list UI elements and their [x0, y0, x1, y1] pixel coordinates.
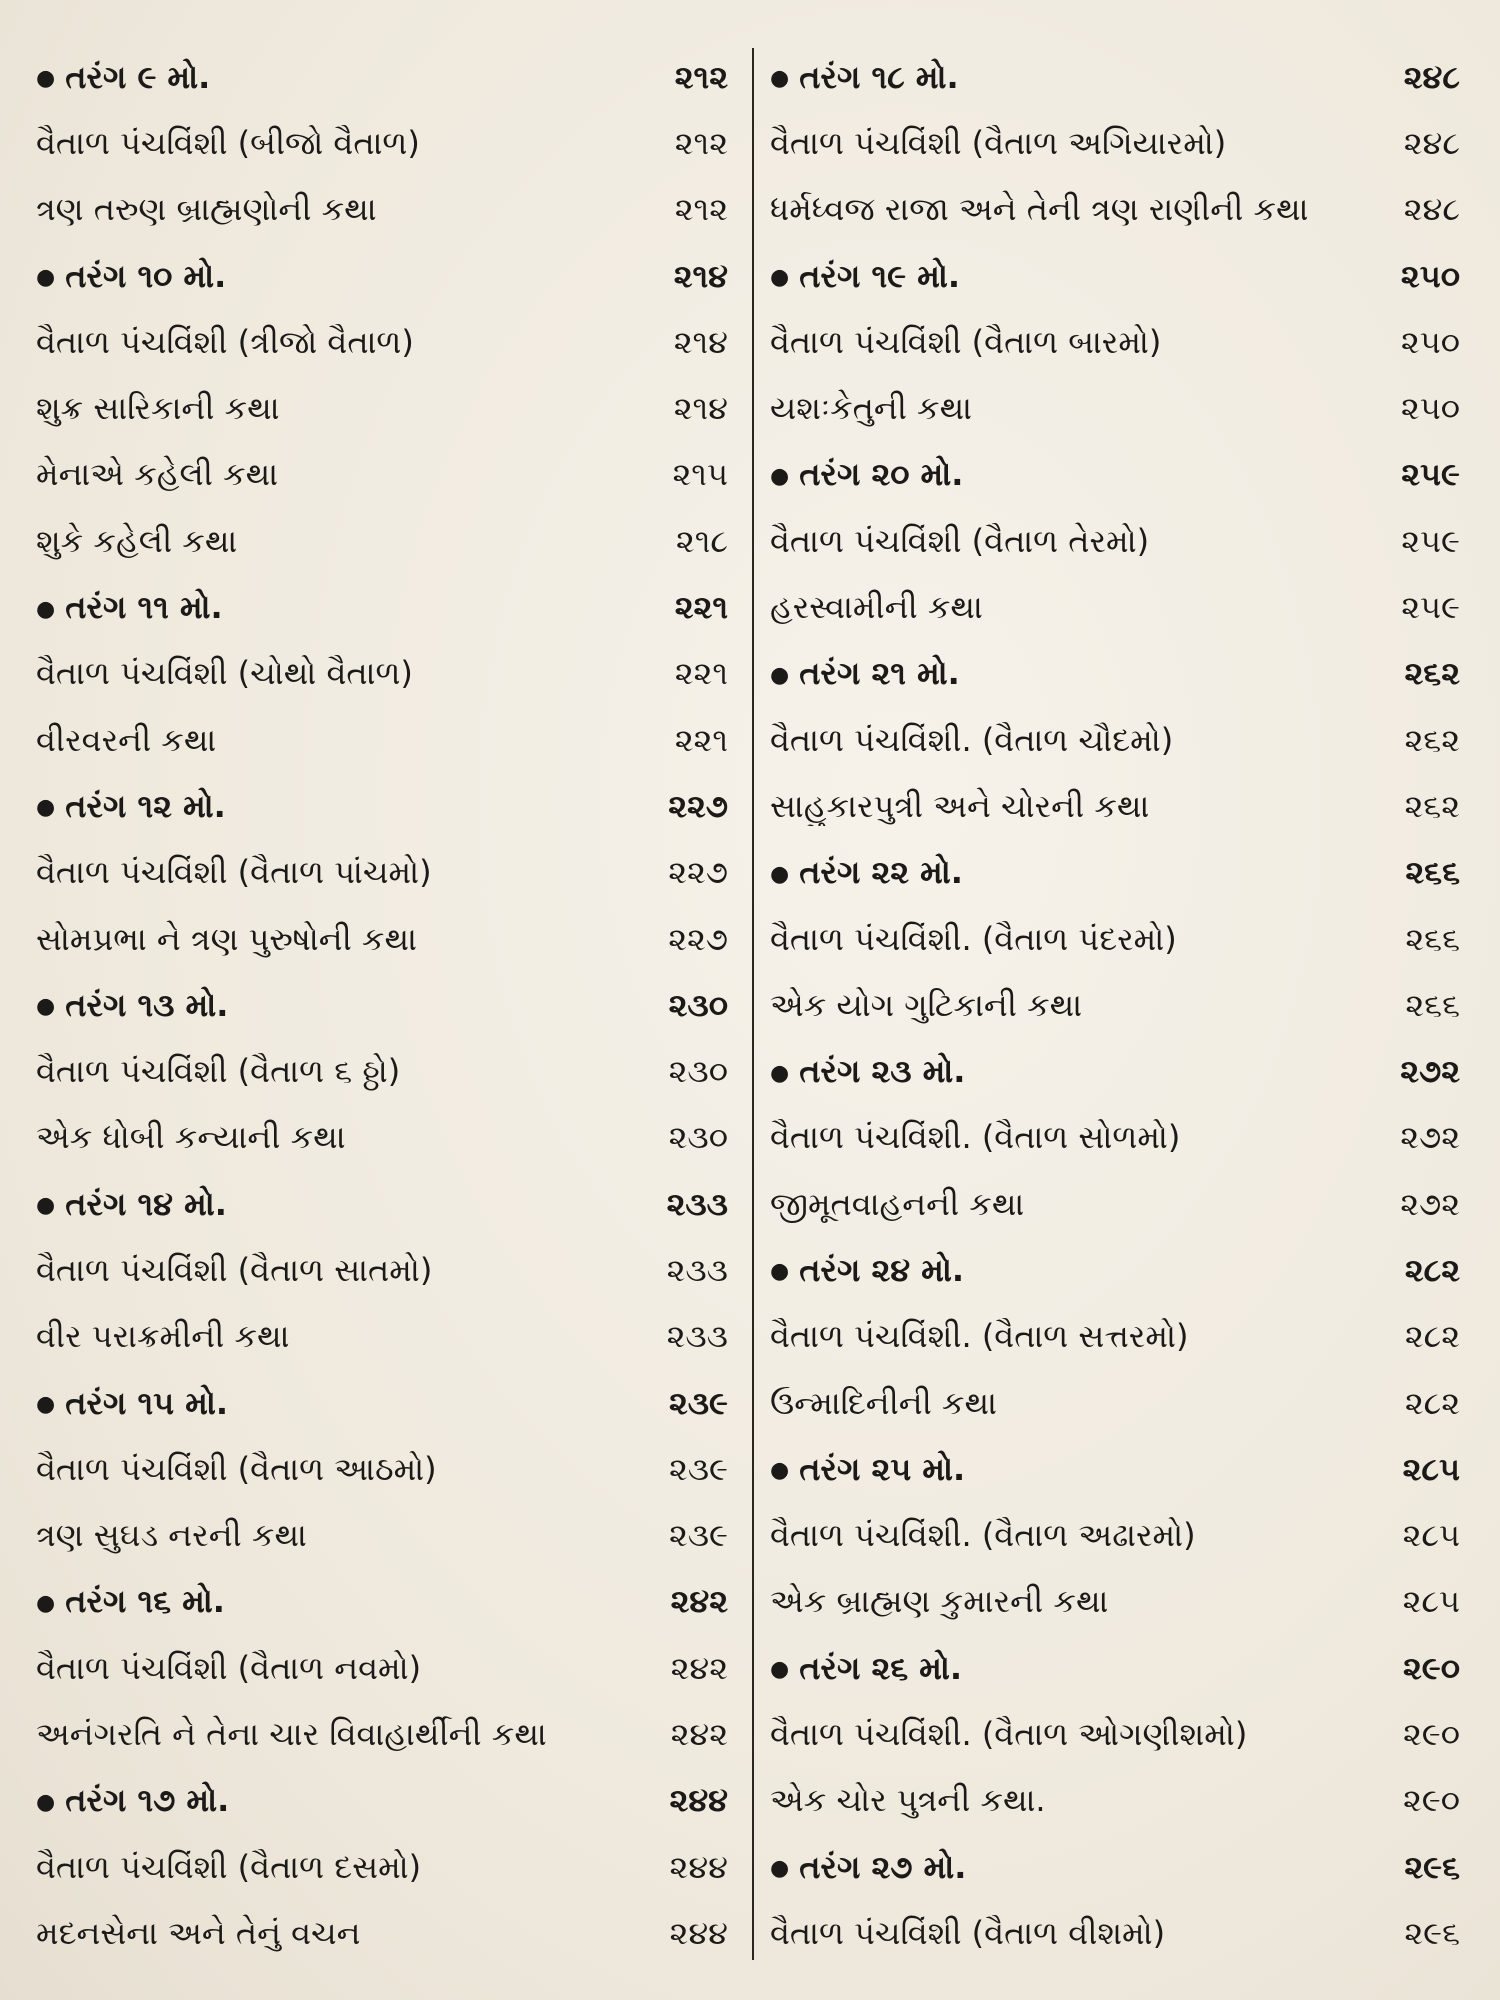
toc-page-number: ૨૩૯	[668, 1449, 728, 1488]
toc-entry-title	[36, 455, 278, 494]
toc-entry-title	[770, 1384, 997, 1423]
toc-entry-title	[770, 190, 1308, 229]
toc-entry-text: વૈતાળ પંચવિંશી (વૈતાળ અગિયારમો)	[770, 123, 1227, 162]
toc-entry-title	[770, 721, 1173, 760]
toc-page-number: ૨૮૨	[1404, 1317, 1460, 1356]
toc-entry-title	[36, 1118, 346, 1157]
toc-entry-title	[770, 1914, 1165, 1953]
toc-entry-title	[770, 1649, 962, 1688]
toc-entry-text: મદનસેના અને તેનું વચન	[36, 1913, 361, 1952]
toc-entry-text: મેનાએ કહેલી કથા	[36, 455, 279, 494]
toc-page-number: ૨૪૪	[669, 1913, 728, 1952]
toc-entry	[770, 972, 1460, 1038]
toc-entry-text: તરંગ ૧૦ મો.	[65, 256, 227, 295]
toc-entry-title	[770, 1715, 1247, 1754]
toc-entry	[36, 508, 728, 574]
toc-entry-title	[770, 654, 960, 693]
toc-entry	[36, 1038, 728, 1104]
bullet-icon: ●	[36, 265, 56, 291]
toc-entry-text: સોમપ્રભા ને ત્રણ પુરુષોની કથા	[36, 919, 417, 958]
bullet-icon: ●	[770, 1856, 790, 1882]
toc-page-number: ૨૬૬	[1405, 985, 1460, 1024]
toc-entry-text: તરંગ ૨૦ મો.	[799, 455, 964, 494]
toc-entry	[36, 1503, 728, 1569]
toc-entry-text: વૈતાળ પંચવિંશી. (વૈતાળ સત્તરમો)	[770, 1317, 1189, 1356]
bullet-icon: ●	[36, 994, 56, 1020]
toc-entry-text: વૈતાળ પંચવિંશી (વૈતાળ તેરમો)	[770, 521, 1150, 560]
toc-page-number: ૨૧૨	[674, 57, 728, 96]
toc-section-heading	[36, 574, 728, 640]
toc-entry-title	[36, 1052, 400, 1091]
bullet-icon: ●	[770, 1259, 790, 1285]
toc-entry	[36, 1900, 728, 1966]
toc-entry-title	[36, 1450, 437, 1489]
toc-page-number: ૨૪૪	[669, 1781, 728, 1820]
toc-page-number: ૨૩૯	[668, 1383, 728, 1422]
toc-page-number: ૨૩૩	[666, 1184, 728, 1223]
toc-entry-title	[36, 1185, 227, 1224]
toc-page-number: ૨૮૨	[1404, 1383, 1460, 1422]
toc-entry	[770, 1171, 1460, 1237]
toc-page-number: ૨૪૮	[1403, 190, 1460, 229]
toc-entry-text: ત્રણ સુઘડ નરની કથા	[36, 1516, 307, 1555]
toc-entry-title	[770, 323, 1161, 362]
toc-entry-text: વૈતાળ પંચવિંશી (બીજો વૈતાળ)	[36, 123, 420, 162]
toc-entry	[770, 1768, 1460, 1834]
toc-entry-text: તરંગ ૨૫ મો.	[799, 1449, 966, 1488]
toc-entry-text: તરંગ ૧૧ મો.	[65, 588, 223, 627]
bullet-icon: ●	[770, 66, 790, 92]
toc-entry-title	[36, 1781, 229, 1820]
toc-entry-title	[36, 1317, 289, 1356]
toc-entry-text: એક બ્રાહ્મણ કુમારની કથા	[770, 1582, 1109, 1621]
bullet-icon: ●	[770, 1458, 790, 1484]
toc-page-number: ૨૪૨	[670, 1582, 728, 1621]
toc-section-heading	[770, 44, 1460, 110]
toc-entry-title	[770, 986, 1082, 1025]
bullet-icon: ●	[770, 662, 790, 688]
bullet-icon: ●	[36, 1193, 56, 1219]
toc-page-number: ૨૧૮	[675, 521, 728, 560]
toc-entry	[770, 906, 1460, 972]
toc-page-number: ૨૧૪	[673, 322, 728, 361]
toc-entry	[36, 375, 728, 441]
toc-entry-text: તરંગ ૯ મો.	[65, 57, 211, 96]
toc-entry-title	[36, 920, 417, 959]
toc-section-heading	[36, 243, 728, 309]
toc-entry	[770, 177, 1460, 243]
bullet-icon: ●	[36, 1392, 56, 1418]
toc-entry-title	[770, 1781, 1046, 1820]
toc-page-number: ૨૮૫	[1402, 1516, 1460, 1555]
toc-entry-title	[770, 1185, 1024, 1224]
toc-section-heading	[36, 1569, 728, 1635]
toc-entry-title	[770, 1450, 965, 1489]
toc-page-number: ૨૫૯	[1401, 455, 1460, 494]
toc-entry-title	[770, 1251, 964, 1290]
toc-entry	[770, 773, 1460, 839]
toc-entry	[770, 309, 1460, 375]
toc-entry-title	[36, 1516, 307, 1555]
toc-section-heading	[770, 243, 1460, 309]
toc-page-number: ૨૮૨	[1404, 1250, 1460, 1289]
toc-page-number: ૨૯૦	[1403, 1648, 1460, 1687]
toc-entry-title	[36, 1251, 432, 1290]
toc-page-number: ૨૯૦	[1403, 1715, 1460, 1754]
bullet-icon: ●	[770, 463, 790, 489]
toc-entry-text: વૈતાળ પંચવિંશી. (વૈતાળ સોળમો)	[770, 1118, 1181, 1157]
toc-page-number: ૨૮૫	[1402, 1449, 1460, 1488]
toc-entry-title	[770, 1052, 965, 1091]
bullet-icon: ●	[770, 1060, 790, 1086]
toc-page-number: ૨૭૨	[1400, 1118, 1460, 1157]
toc-page-number: ૨૧૨	[674, 190, 728, 229]
toc-page-number: ૨૫૯	[1401, 521, 1460, 560]
toc-entry	[770, 1569, 1460, 1635]
toc-entry-title	[770, 1848, 966, 1887]
toc-entry	[770, 110, 1460, 176]
toc-section-heading	[770, 442, 1460, 508]
toc-entry-title	[770, 1118, 1180, 1157]
toc-entry	[770, 375, 1460, 441]
toc-entry-text: વૈતાળ પંચવિંશી. (વૈતાળ અઢારમો)	[770, 1516, 1196, 1555]
toc-entry-text: વીર પરાક્રમીની કથા	[36, 1317, 290, 1356]
toc-page-number: ૨૩૯	[668, 1516, 728, 1555]
toc-entry	[770, 1503, 1460, 1569]
toc-entry-title	[36, 986, 228, 1025]
toc-entry-text: વૈતાળ પંચવિંશી (વૈતાળ આઠમો)	[36, 1449, 437, 1488]
toc-entry	[770, 1900, 1460, 1966]
toc-page-number: ૨૩૩	[666, 1317, 728, 1356]
bullet-icon: ●	[770, 861, 790, 887]
toc-column-right	[770, 44, 1460, 1967]
toc-entry-text: તરંગ ૧૩ મો.	[65, 985, 229, 1024]
toc-entry	[770, 1701, 1460, 1767]
toc-page-number: ૨૬૬	[1405, 919, 1460, 958]
toc-page-number: ૨૨૭	[668, 786, 728, 825]
toc-entry-title	[770, 455, 963, 494]
toc-entry	[770, 574, 1460, 640]
toc-entry-text: તરંગ ૨૪ મો.	[799, 1250, 964, 1289]
toc-entry-text: વૈતાળ પંચવિંશી (ચોથો વૈતાળ)	[36, 654, 413, 693]
toc-entry-title	[36, 522, 237, 561]
column-divider	[752, 48, 754, 1960]
toc-entry-title	[36, 1914, 360, 1953]
toc-entry	[770, 1105, 1460, 1171]
toc-entry-title	[36, 1848, 421, 1887]
toc-entry-text: વૈતાળ પંચવિંશી (વૈતાળ બારમો)	[770, 322, 1162, 361]
toc-page-number: ૨૯૬	[1404, 1847, 1460, 1886]
toc-entry-text: તરંગ ૨૧ મો.	[799, 654, 960, 693]
toc-entry-text: ધર્મધ્વજ રાજા અને તેની ત્રણ રાણીની કથા	[770, 190, 1309, 229]
toc-page-number: ૨૧૪	[673, 389, 728, 428]
toc-page-number: ૨૬૨	[1404, 720, 1460, 759]
toc-entry	[36, 840, 728, 906]
toc-entry	[36, 1436, 728, 1502]
toc-page-number: ૨૩૦	[668, 1118, 728, 1157]
toc-entry	[36, 309, 728, 375]
bullet-icon: ●	[770, 1657, 790, 1683]
toc-section-heading	[36, 1171, 728, 1237]
toc-entry	[36, 110, 728, 176]
toc-entry-text: વૈતાળ પંચવિંશી (વૈતાળ પાંચમો)	[36, 853, 432, 892]
toc-entry-title	[770, 920, 1177, 959]
toc-entry-title	[36, 654, 413, 693]
toc-entry-text: તરંગ ૧૮ મો.	[799, 57, 959, 96]
toc-page-number: ૨૧૨	[674, 123, 728, 162]
toc-entry-title	[36, 124, 420, 163]
toc-entry-title	[770, 1582, 1108, 1621]
toc-page-number: ૨૯૦	[1403, 1781, 1460, 1820]
toc-entry-text: તરંગ ૧૨ મો.	[65, 786, 226, 825]
toc-section-heading	[36, 972, 728, 1038]
toc-entry	[36, 707, 728, 773]
toc-entry-title	[36, 190, 377, 229]
toc-entry-text: તરંગ ૧૪ મો.	[65, 1184, 227, 1223]
toc-entry	[770, 1370, 1460, 1436]
toc-page-number: ૨૪૮	[1403, 123, 1460, 162]
toc-entry	[36, 1105, 728, 1171]
toc-entry-title	[770, 389, 972, 428]
toc-section-heading	[770, 1436, 1460, 1502]
toc-page-number: ૨૨૧	[674, 654, 728, 693]
toc-page-number: ૨૨૭	[668, 919, 728, 958]
toc-entry	[36, 177, 728, 243]
toc-section-heading	[770, 641, 1460, 707]
toc-entry-title	[770, 1317, 1188, 1356]
toc-entry-title	[36, 853, 432, 892]
toc-page-number: ૨૨૭	[668, 853, 728, 892]
toc-entry-text: એક ધોબી કન્યાની કથા	[36, 1118, 346, 1157]
toc-entry	[36, 442, 728, 508]
toc-entry-title	[770, 853, 963, 892]
toc-entry-text: શુક્ર સારિકાની કથા	[36, 389, 280, 428]
toc-page-number: ૨૩૦	[668, 1052, 728, 1091]
toc-entry-title	[770, 124, 1226, 163]
toc-page-number: ૨૨૧	[674, 588, 728, 627]
toc-entry-title	[770, 588, 983, 627]
toc-entry-text: તરંગ ૨૩ મો.	[799, 1052, 966, 1091]
toc-page-number: ૨૫૦	[1400, 389, 1460, 428]
toc-entry	[36, 1701, 728, 1767]
toc-page-number: ૨૭૨	[1400, 1052, 1460, 1091]
toc-section-heading	[770, 1038, 1460, 1104]
toc-entry-text: ઉન્માદિનીની કથા	[770, 1383, 997, 1422]
toc-entry-text: વીરવરની કથા	[36, 720, 217, 759]
toc-entry-text: સાહુકારપુત્રી અને ચોરની કથા	[770, 786, 1150, 825]
toc-entry-text: વૈતાળ પંચવિંશી (વૈતાળ સાતમો)	[36, 1250, 433, 1289]
toc-page-number: ૨૪૨	[670, 1648, 728, 1687]
toc-entry-text: અનંગરતિ ને તેના ચાર વિવાહાર્થીની કથા	[36, 1715, 547, 1754]
toc-page-number: ૨૫૦	[1400, 256, 1460, 295]
toc-entry-text: તરંગ ૧૭ મો.	[65, 1781, 230, 1820]
bullet-icon: ●	[36, 596, 56, 622]
toc-page-number: ૨૨૧	[674, 720, 728, 759]
toc-section-heading	[36, 773, 728, 839]
toc-entry-text: વૈતાળ પંચવિંશી (વૈતાળ ૬ ઠ્ઠો)	[36, 1052, 401, 1091]
toc-section-heading	[770, 1237, 1460, 1303]
toc-entry-text: તરંગ ૨૭ મો.	[799, 1847, 967, 1886]
toc-entry-text: વૈતાળ પંચવિંશી. (વૈતાળ પંદરમો)	[770, 919, 1177, 958]
toc-entry-title	[36, 1384, 228, 1423]
toc-entry-text: જીમૂતવાહનની કથા	[770, 1184, 1025, 1223]
toc-page-number: ૨૪૨	[670, 1715, 728, 1754]
toc-section-heading	[770, 840, 1460, 906]
toc-column-left	[36, 44, 728, 1967]
toc-entry	[36, 1834, 728, 1900]
toc-entry-title	[36, 787, 226, 826]
toc-page-number: ૨૬૬	[1405, 853, 1460, 892]
toc-entry-title	[36, 721, 216, 760]
toc-entry-text: તરંગ ૧૬ મો.	[65, 1582, 225, 1621]
toc-entry-title	[36, 323, 414, 362]
toc-entry-text: તરંગ ૨૬ મો.	[799, 1648, 963, 1687]
bullet-icon: ●	[770, 265, 790, 291]
toc-entry-text: તરંગ ૧૯ મો.	[799, 256, 960, 295]
toc-entry-text: વૈતાળ પંચવિંશી (વૈતાળ વીશમો)	[770, 1913, 1166, 1952]
bullet-icon: ●	[36, 795, 56, 821]
toc-entry-text: વૈતાળ પંચવિંશી. (વૈતાળ ઓગણીશમો)	[770, 1715, 1248, 1754]
toc-page-number: ૨૯૬	[1404, 1913, 1460, 1952]
toc-entry	[36, 1304, 728, 1370]
toc-entry-text: વૈતાળ પંચવિંશી (વૈતાળ દસમો)	[36, 1847, 422, 1886]
toc-section-heading	[36, 44, 728, 110]
toc-entry-title	[770, 1516, 1196, 1555]
bullet-icon: ●	[36, 1789, 56, 1815]
bullet-icon: ●	[36, 66, 56, 92]
toc-section-heading	[36, 1768, 728, 1834]
toc-entry	[36, 1237, 728, 1303]
toc-entry	[770, 1304, 1460, 1370]
toc-entry	[36, 1635, 728, 1701]
toc-page-number: ૨૩૩	[666, 1250, 728, 1289]
toc-entry-title	[36, 1715, 547, 1754]
toc-entry-text: એક ચોર પુત્રની કથા.	[770, 1781, 1046, 1820]
toc-entry-text: શુકે કહેલી કથા	[36, 521, 238, 560]
toc-entry-title	[770, 787, 1149, 826]
toc-entry-text: તરંગ ૨૨ મો.	[799, 853, 963, 892]
toc-entry-text: વૈતાળ પંચવિંશી. (વૈતાળ ચૌદમો)	[770, 720, 1174, 759]
toc-section-heading	[36, 1370, 728, 1436]
toc-entry-title	[770, 58, 959, 97]
toc-entry-text: ત્રણ તરુણ બ્રાહ્મણોની કથા	[36, 190, 377, 229]
toc-page-number: ૨૩૦	[668, 985, 728, 1024]
toc-page-number: ૨૮૫	[1402, 1582, 1460, 1621]
toc-page-number: ૨૪૮	[1403, 57, 1460, 96]
toc-entry-title	[36, 588, 223, 627]
toc-section-heading	[770, 1635, 1460, 1701]
toc-page-number: ૨૬૨	[1404, 786, 1460, 825]
toc-entry	[770, 508, 1460, 574]
toc-page-number: ૨૬૨	[1404, 654, 1460, 693]
toc-entry-text: હરસ્વામીની કથા	[770, 588, 983, 627]
toc-section-heading	[770, 1834, 1460, 1900]
toc-entry-title	[36, 58, 210, 97]
toc-page-number: ૨૪૪	[669, 1847, 728, 1886]
toc-page-number: ૨૫૦	[1400, 322, 1460, 361]
toc-entry-text: તરંગ ૧૫ મો.	[65, 1383, 229, 1422]
toc-entry-title	[36, 257, 226, 296]
toc-page-number: ૨૫૯	[1401, 588, 1460, 627]
bullet-icon: ●	[36, 1590, 56, 1616]
toc-entry-title	[36, 1649, 421, 1688]
toc-entry	[36, 906, 728, 972]
toc-entry	[770, 707, 1460, 773]
toc-page-number: ૨૧૫	[672, 455, 728, 494]
toc-entry-title	[770, 257, 960, 296]
toc-entry-text: વૈતાળ પંચવિંશી (વૈતાળ નવમો)	[36, 1648, 422, 1687]
toc-entry-title	[770, 522, 1149, 561]
toc-page-number: ૨૧૪	[673, 256, 728, 295]
toc-entry-text: યશઃકેતુની કથા	[770, 389, 973, 428]
toc-entry-title	[36, 389, 280, 428]
toc-entry-text: વૈતાળ પંચવિંશી (ત્રીજો વૈતાળ)	[36, 322, 414, 361]
toc-page-number: ૨૭૨	[1400, 1184, 1460, 1223]
toc-entry-title	[36, 1582, 225, 1621]
toc-entry	[36, 641, 728, 707]
toc-entry-text: એક યોગ ગુટિકાની કથા	[770, 985, 1083, 1024]
